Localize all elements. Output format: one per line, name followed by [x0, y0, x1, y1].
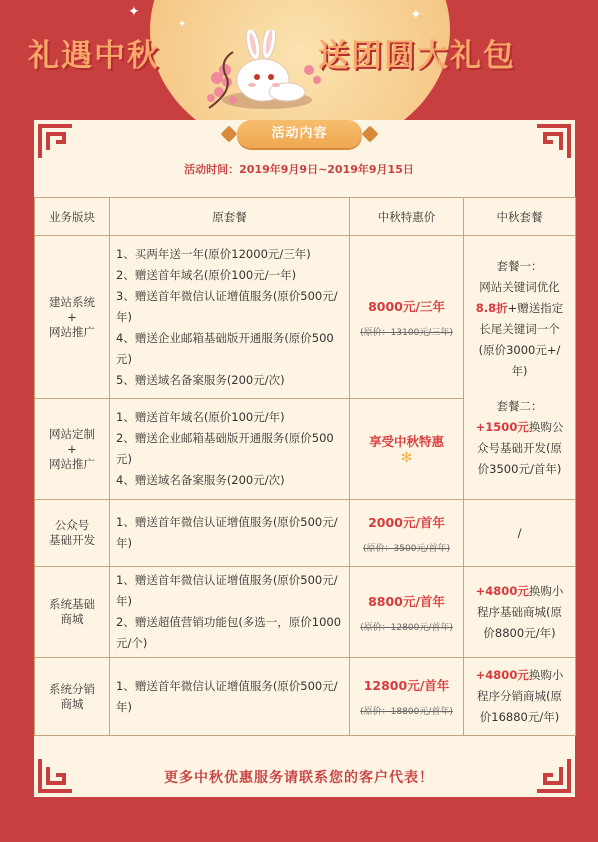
flower-icon: ✻: [400, 450, 413, 466]
section-badge: 活动内容: [237, 120, 362, 148]
original-package-cell: 1、买两年送一年(原价12000元/三年) 2、赠送首年域名(原价100元/一年) 3、赠送首年微信认证增值服务(原价500元/年) 4、赠送企业邮箱基础版开通服务(原价500元) 5、赠送域名备案服务(200元/次): [110, 236, 350, 399]
original-package-cell: 1、赠送首年微信认证增值服务(原价500元/年): [110, 658, 350, 736]
header-special-price: 中秋特惠价: [350, 198, 464, 236]
block-cell: 公众号 基础开发: [35, 500, 110, 567]
title-left: 礼遇中秋: [28, 38, 160, 74]
price-cell: 2000元/首年 (原价：3500元/首年): [350, 500, 464, 567]
festival-package-cell: +4800元换购小程序分销商城(原价16880元/年): [464, 658, 576, 736]
block-cell: 系统基础 商城: [35, 567, 110, 658]
table-header-row: [35, 198, 576, 236]
title-right: 送团圆大礼包: [318, 38, 516, 74]
block-cell: 网站定制 + 网站推广: [35, 399, 110, 500]
header-block: 业务版块: [35, 198, 110, 236]
festival-package-cell: +4800元换购小程序基础商城(原价8800元/年): [464, 567, 576, 658]
sparkle-icon: ✦: [178, 19, 187, 30]
block-cell: 系统分销 商城: [35, 658, 110, 736]
fret-corner-icon: [30, 116, 74, 160]
rabbit-illustration-icon: [205, 30, 325, 115]
original-package-cell: 1、赠送首年微信认证增值服务(原价500元/年) 2、赠送超值营销功能包(多选一，原价1000元/个): [110, 567, 350, 658]
original-package-cell: 1、赠送首年域名(原价100元/年) 2、赠送企业邮箱基础版开通服务(原价500元) 4、赠送域名备案服务(200元/次): [110, 399, 350, 500]
price-cell: 8800元/首年 (原价：12800元/首年): [350, 567, 464, 658]
price-cell: 12800元/首年 (原价：18800元/首年): [350, 658, 464, 736]
price-cell: 8000元/三年 (原价：13100元/三年): [350, 236, 464, 399]
header-festival-package: 中秋套餐: [464, 198, 576, 236]
sparkle-icon: ✦: [410, 7, 422, 23]
footer-contact: 更多中秋优惠服务请联系您的客户代表！: [164, 770, 434, 786]
table-row: [35, 236, 576, 399]
festival-package-cell: /: [464, 500, 576, 567]
offer-table: [34, 197, 576, 736]
header-original-package: 原套餐: [110, 198, 350, 236]
festival-package-cell: 套餐一： 网站关键词优化 8.8折+赠送指定长尾关键词一个(原价3000元+/年) 套餐二： +1500元换购公众号基础开发(原价3500元/首年): [464, 236, 576, 500]
table-row: [35, 567, 576, 658]
price-cell: 享受中秋特惠 ✻: [350, 399, 464, 500]
activity-date: 活动时间：2019年9月9日~2019年9月15日: [184, 163, 414, 176]
sparkle-icon: ✦: [128, 4, 140, 20]
original-package-cell: 1、赠送首年微信认证增值服务(原价500元/年): [110, 500, 350, 567]
table-row: [35, 500, 576, 567]
table-row: [35, 658, 576, 736]
block-cell: 建站系统 + 网站推广: [35, 236, 110, 399]
fret-corner-icon: [535, 116, 579, 160]
